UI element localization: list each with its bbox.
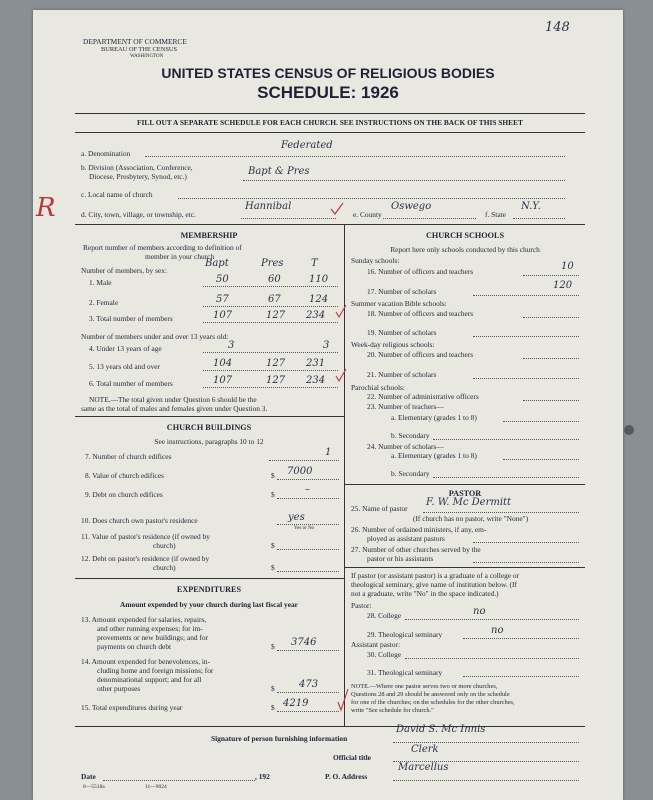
age-intro: Number of members under and over 13 years old: [81, 332, 229, 341]
rule-membership [75, 416, 344, 417]
q23b-line[interactable] [433, 439, 579, 440]
total2-pres: 127 [266, 375, 286, 386]
total2-total: 234 [306, 375, 326, 386]
col-header-total: T [311, 258, 318, 269]
q29-value: no [491, 625, 504, 636]
q25-label: 25. Name of pastor [351, 504, 408, 513]
q18-label: 18. Number of officers and teachers [367, 309, 474, 318]
membership-heading: MEMBERSHIP [180, 231, 238, 240]
q27-label-1: 27. Number of other churches served by the [351, 545, 481, 554]
q13-dollar: $ [271, 642, 275, 651]
q11-label-1: 11. Value of pastor's residence (if owned by [81, 532, 210, 541]
q24a-line[interactable] [503, 459, 579, 460]
expenditures-intro: Amount expended by your church during last fiscal year [120, 600, 298, 609]
q24a-label: a. Elementary (grades 1 to 8) [391, 451, 477, 460]
rule-pastor [345, 567, 585, 568]
q25-line[interactable] [423, 512, 579, 513]
dept-line1: DEPARTMENT OF COMMERCE [83, 37, 187, 46]
q19-line[interactable] [473, 336, 579, 337]
pastor-note-4: write "See schedule for church." [351, 707, 434, 714]
q18-line[interactable] [523, 317, 579, 318]
dept-line2: BUREAU OF THE CENSUS [101, 46, 178, 53]
signature-line[interactable] [393, 742, 579, 743]
female-line[interactable] [203, 306, 338, 307]
male-label: 1. Male [89, 278, 112, 287]
q7-label: 7. Number of church edifices [85, 452, 172, 461]
pastor-heading: PASTOR [448, 489, 482, 498]
city-value: Hannibal [245, 201, 292, 212]
page-number: 148 [545, 20, 570, 35]
q28-label: 28. College [367, 611, 402, 620]
q31-label: 31. Theological seminary [367, 668, 443, 677]
division-label-2: Diocese, Presbytery, Synod, etc.) [89, 172, 187, 181]
signature-value: David S. Mc Innis [396, 724, 486, 735]
under13-label: 4. Under 13 years of age [89, 344, 162, 353]
q23b-label: b. Secondary [391, 431, 430, 440]
q12-dollar: $ [271, 563, 275, 572]
red-check-city [329, 202, 345, 216]
assistant-label: Assistant pastor: [351, 640, 401, 649]
pastor-note-1: NOTE.—Where one pastor serves two or more churches, [351, 683, 498, 690]
q20-line[interactable] [523, 358, 579, 359]
state-label: f. State [485, 210, 506, 219]
q13-line-4: payments on church debt [97, 642, 172, 651]
form-title: UNITED STATES CENSUS OF RELIGIOUS BODIES [161, 65, 495, 81]
signature-label: Signature of person furnishing information [211, 734, 348, 743]
q21-line[interactable] [473, 378, 579, 379]
rule-instruction [75, 132, 585, 133]
state-value: N.Y. [521, 201, 541, 212]
city-line[interactable] [241, 218, 336, 219]
q27-line[interactable] [473, 562, 579, 563]
po-address-value: Marcellus [398, 762, 449, 773]
membership-intro-1: Report number of members according to definition of [83, 243, 242, 252]
by-sex-label: Number of members, by sex: [81, 266, 167, 275]
margin-mark: R [36, 193, 56, 223]
female-label: 2. Female [89, 298, 119, 307]
q28-value: no [473, 606, 486, 617]
total-bapt: 107 [213, 310, 233, 321]
over13-pres: 127 [266, 358, 286, 369]
date-year: , 192 [255, 772, 270, 781]
q25-value: F. W. Mc Dermitt [426, 497, 512, 508]
q20-label: 20. Number of officers and teachers [367, 350, 474, 359]
grad-note-1: If pastor (or assistant pastor) is a graduate of a college or [351, 571, 520, 580]
q14-value: 473 [299, 679, 319, 690]
division-label-1: b. Division (Association, Conference, [81, 163, 193, 172]
q10-line[interactable] [277, 524, 339, 525]
schools-intro: Report here only schools conducted by this church [390, 245, 540, 254]
red-check-total [335, 304, 347, 318]
binder-hole [624, 425, 634, 435]
po-address-label: P. O. Address [325, 772, 368, 781]
division-line[interactable] [243, 180, 565, 181]
pastor-sub-label: Pastor: [351, 601, 372, 610]
date-line[interactable] [103, 780, 255, 781]
form-subtitle: SCHEDULE: 1926 [257, 83, 399, 102]
q22-label: 22. Number of administrative officers [367, 392, 479, 401]
q11-label-2: church) [153, 541, 176, 550]
summer-label: Summer vacation Bible schools: [351, 299, 447, 308]
membership-intro-2: member in your church [145, 252, 215, 261]
q15-dollar: $ [271, 703, 275, 712]
q11-line[interactable] [277, 549, 339, 550]
local-name-label: c. Local name of church [81, 190, 153, 199]
q25-hint: (If church has no pastor, write "None") [413, 514, 529, 523]
total-members-2-label: 6. Total number of members [89, 379, 173, 388]
male-bapt: 50 [216, 274, 229, 285]
q14-line-4: other purposes [97, 684, 141, 693]
over13-line[interactable] [203, 370, 338, 371]
official-title-value: Clerk [411, 744, 439, 755]
q13-line-1: 13. Amount expended for salaries, repairs, [81, 615, 207, 624]
q24b-label: b. Secondary [391, 469, 430, 478]
q14-answer-line[interactable] [277, 692, 339, 693]
q26-label-2: ployed as assistant pastors [367, 534, 445, 543]
q7-value: 1 [325, 447, 332, 458]
rule-top [75, 113, 585, 114]
total-members-line[interactable] [203, 322, 338, 323]
column-divider [344, 224, 345, 726]
po-address-line[interactable] [393, 780, 579, 781]
q14-dollar: $ [271, 684, 275, 693]
denomination-label: a. Denomination [81, 149, 131, 158]
city-label: d. City, town, village, or township, etc. [81, 210, 196, 219]
rule-fields [75, 224, 585, 225]
q23a-line[interactable] [503, 421, 579, 422]
buildings-intro: See instructions, paragraphs 10 to 12 [154, 437, 264, 446]
q13-value: 3746 [291, 637, 317, 648]
print-number: 11—9024 [145, 784, 167, 790]
male-pres: 60 [268, 274, 281, 285]
q8-line[interactable] [277, 479, 339, 480]
q10-value: yes [288, 512, 305, 523]
rule-footer [75, 726, 585, 727]
q15-label: 15. Total expenditures during year [81, 703, 183, 712]
q16-line[interactable] [523, 275, 579, 276]
red-check-total2 [335, 368, 347, 382]
date-label: Date [81, 772, 96, 781]
q30-line[interactable] [405, 658, 579, 659]
grad-note-2: theological seminary, give name of institution below. (If [351, 580, 517, 589]
local-name-line[interactable] [178, 198, 565, 199]
over13-label: 5. 13 years old and over [89, 362, 161, 371]
pastor-note-3: for one of the churches; on the schedules for the other churches, [351, 699, 515, 706]
q27-label-2: pastor or his assistants [367, 554, 434, 563]
female-bapt: 57 [216, 294, 229, 305]
buildings-heading: CHURCH BUILDINGS [166, 423, 252, 432]
q23-label: 23. Number of teachers— [367, 402, 444, 411]
schools-heading: CHURCH SCHOOLS [425, 231, 505, 240]
q7-line[interactable] [269, 460, 339, 461]
q14-line-2: cluding home and foreign missions; for [97, 666, 214, 675]
q12-label-1: 12. Debt on pastor's residence (if owned by [81, 554, 210, 563]
q8-value: 7000 [287, 466, 313, 477]
q21-label: 21. Number of scholars [367, 370, 437, 379]
membership-note-2: same as the total of males and females given under Question 3. [81, 404, 268, 413]
female-total: 124 [309, 294, 329, 305]
q14-line-1: 14. Amount expended for benevolences, in- [81, 657, 211, 666]
total-members-label: 3. Total number of members [89, 314, 173, 323]
county-value: Oswego [391, 201, 432, 212]
under13-bapt: 3 [228, 340, 235, 351]
under13-line[interactable] [203, 352, 338, 353]
q8-dollar: $ [271, 471, 275, 480]
form-number: 8—5518a [83, 784, 105, 790]
q29-label: 29. Theological seminary [367, 630, 443, 639]
q16-label: 16. Number of officers and teachers [367, 267, 474, 276]
q17-value: 120 [553, 280, 573, 291]
dept-line3: WASHINGTON [130, 54, 164, 59]
q30-label: 30. College [367, 650, 402, 659]
form-instruction: FILL OUT A SEPARATE SCHEDULE FOR EACH CHURCH. SEE INSTRUCTIONS ON THE BACK OF THIS SHEET [137, 118, 523, 127]
red-check-expenditures [337, 688, 349, 712]
pastor-note-2: Questions 28 and 29 should be answered only on the schedule [351, 691, 510, 698]
col-header-bapt: Bapt [205, 258, 229, 269]
q28-line[interactable] [405, 619, 579, 620]
col-header-pres: Pres [261, 258, 284, 269]
q8-label: 8. Value of church edifices [85, 471, 164, 480]
q13-line-2: and other running expenses; for im- [97, 624, 203, 633]
q22-line[interactable] [523, 400, 579, 401]
membership-note-1: NOTE.—The total given under Question 6 should be the [89, 395, 257, 404]
female-pres: 67 [268, 294, 281, 305]
weekday-label: Week-day religious schools: [351, 340, 435, 349]
q9-line[interactable] [277, 498, 339, 499]
q13-line-3: provements or new buildings; and for [97, 633, 209, 642]
parochial-label: Parochial schools: [351, 383, 405, 392]
q26-line[interactable] [473, 542, 579, 543]
q19-label: 19. Number of scholars [367, 328, 437, 337]
state-line[interactable] [513, 218, 565, 219]
q15-value: 4219 [283, 698, 309, 709]
q24-label: 24. Number of scholars— [367, 442, 444, 451]
q29-line[interactable] [463, 638, 579, 639]
q11-dollar: $ [271, 541, 275, 550]
q15-answer-line[interactable] [277, 711, 339, 712]
total-pres: 127 [266, 310, 286, 321]
census-schedule-sheet [33, 10, 623, 800]
q13-answer-line[interactable] [277, 650, 339, 651]
q12-label-2: church) [153, 563, 176, 572]
q17-label: 17. Number of scholars [367, 287, 437, 296]
q24b-line[interactable] [433, 477, 579, 478]
rule-schools [345, 484, 585, 485]
county-line[interactable] [383, 218, 476, 219]
total-total: 234 [306, 310, 326, 321]
q10-label: 10. Does church own pastor's residence [81, 516, 198, 525]
county-label: e. County [353, 210, 382, 219]
division-value: Bapt & Pres [248, 166, 310, 177]
sunday-label: Sunday schools: [351, 256, 400, 265]
q17-line[interactable] [473, 295, 579, 296]
expenditures-heading: EXPENDITURES [176, 585, 242, 594]
q23a-label: a. Elementary (grades 1 to 8) [391, 413, 477, 422]
q9-label: 9. Debt on church edifices [85, 490, 163, 499]
q31-line[interactable] [463, 676, 579, 677]
q16-value: 10 [561, 261, 574, 272]
over13-total: 231 [306, 358, 326, 369]
q10-hint: Yes or No [294, 526, 315, 531]
q9-dollar: $ [271, 490, 275, 499]
rule-buildings [75, 578, 344, 579]
q14-line-3: denominational support; and for all [97, 675, 202, 684]
denomination-line[interactable] [145, 156, 565, 157]
total2-bapt: 107 [213, 375, 233, 386]
over13-bapt: 104 [213, 358, 233, 369]
grad-note-3: not a graduate, write "No" in the space indicated.) [351, 589, 499, 598]
under13-total: 3 [323, 340, 330, 351]
q26-label-1: 26. Number of ordained ministers, if any, em- [351, 525, 487, 534]
q9-value: – [305, 484, 310, 495]
denomination-value: Federated [281, 140, 333, 151]
official-title-label: Official title [333, 753, 371, 762]
male-line[interactable] [203, 286, 338, 287]
q12-line[interactable] [277, 571, 339, 572]
male-total: 110 [309, 274, 329, 285]
total-members-2-line[interactable] [203, 387, 338, 388]
